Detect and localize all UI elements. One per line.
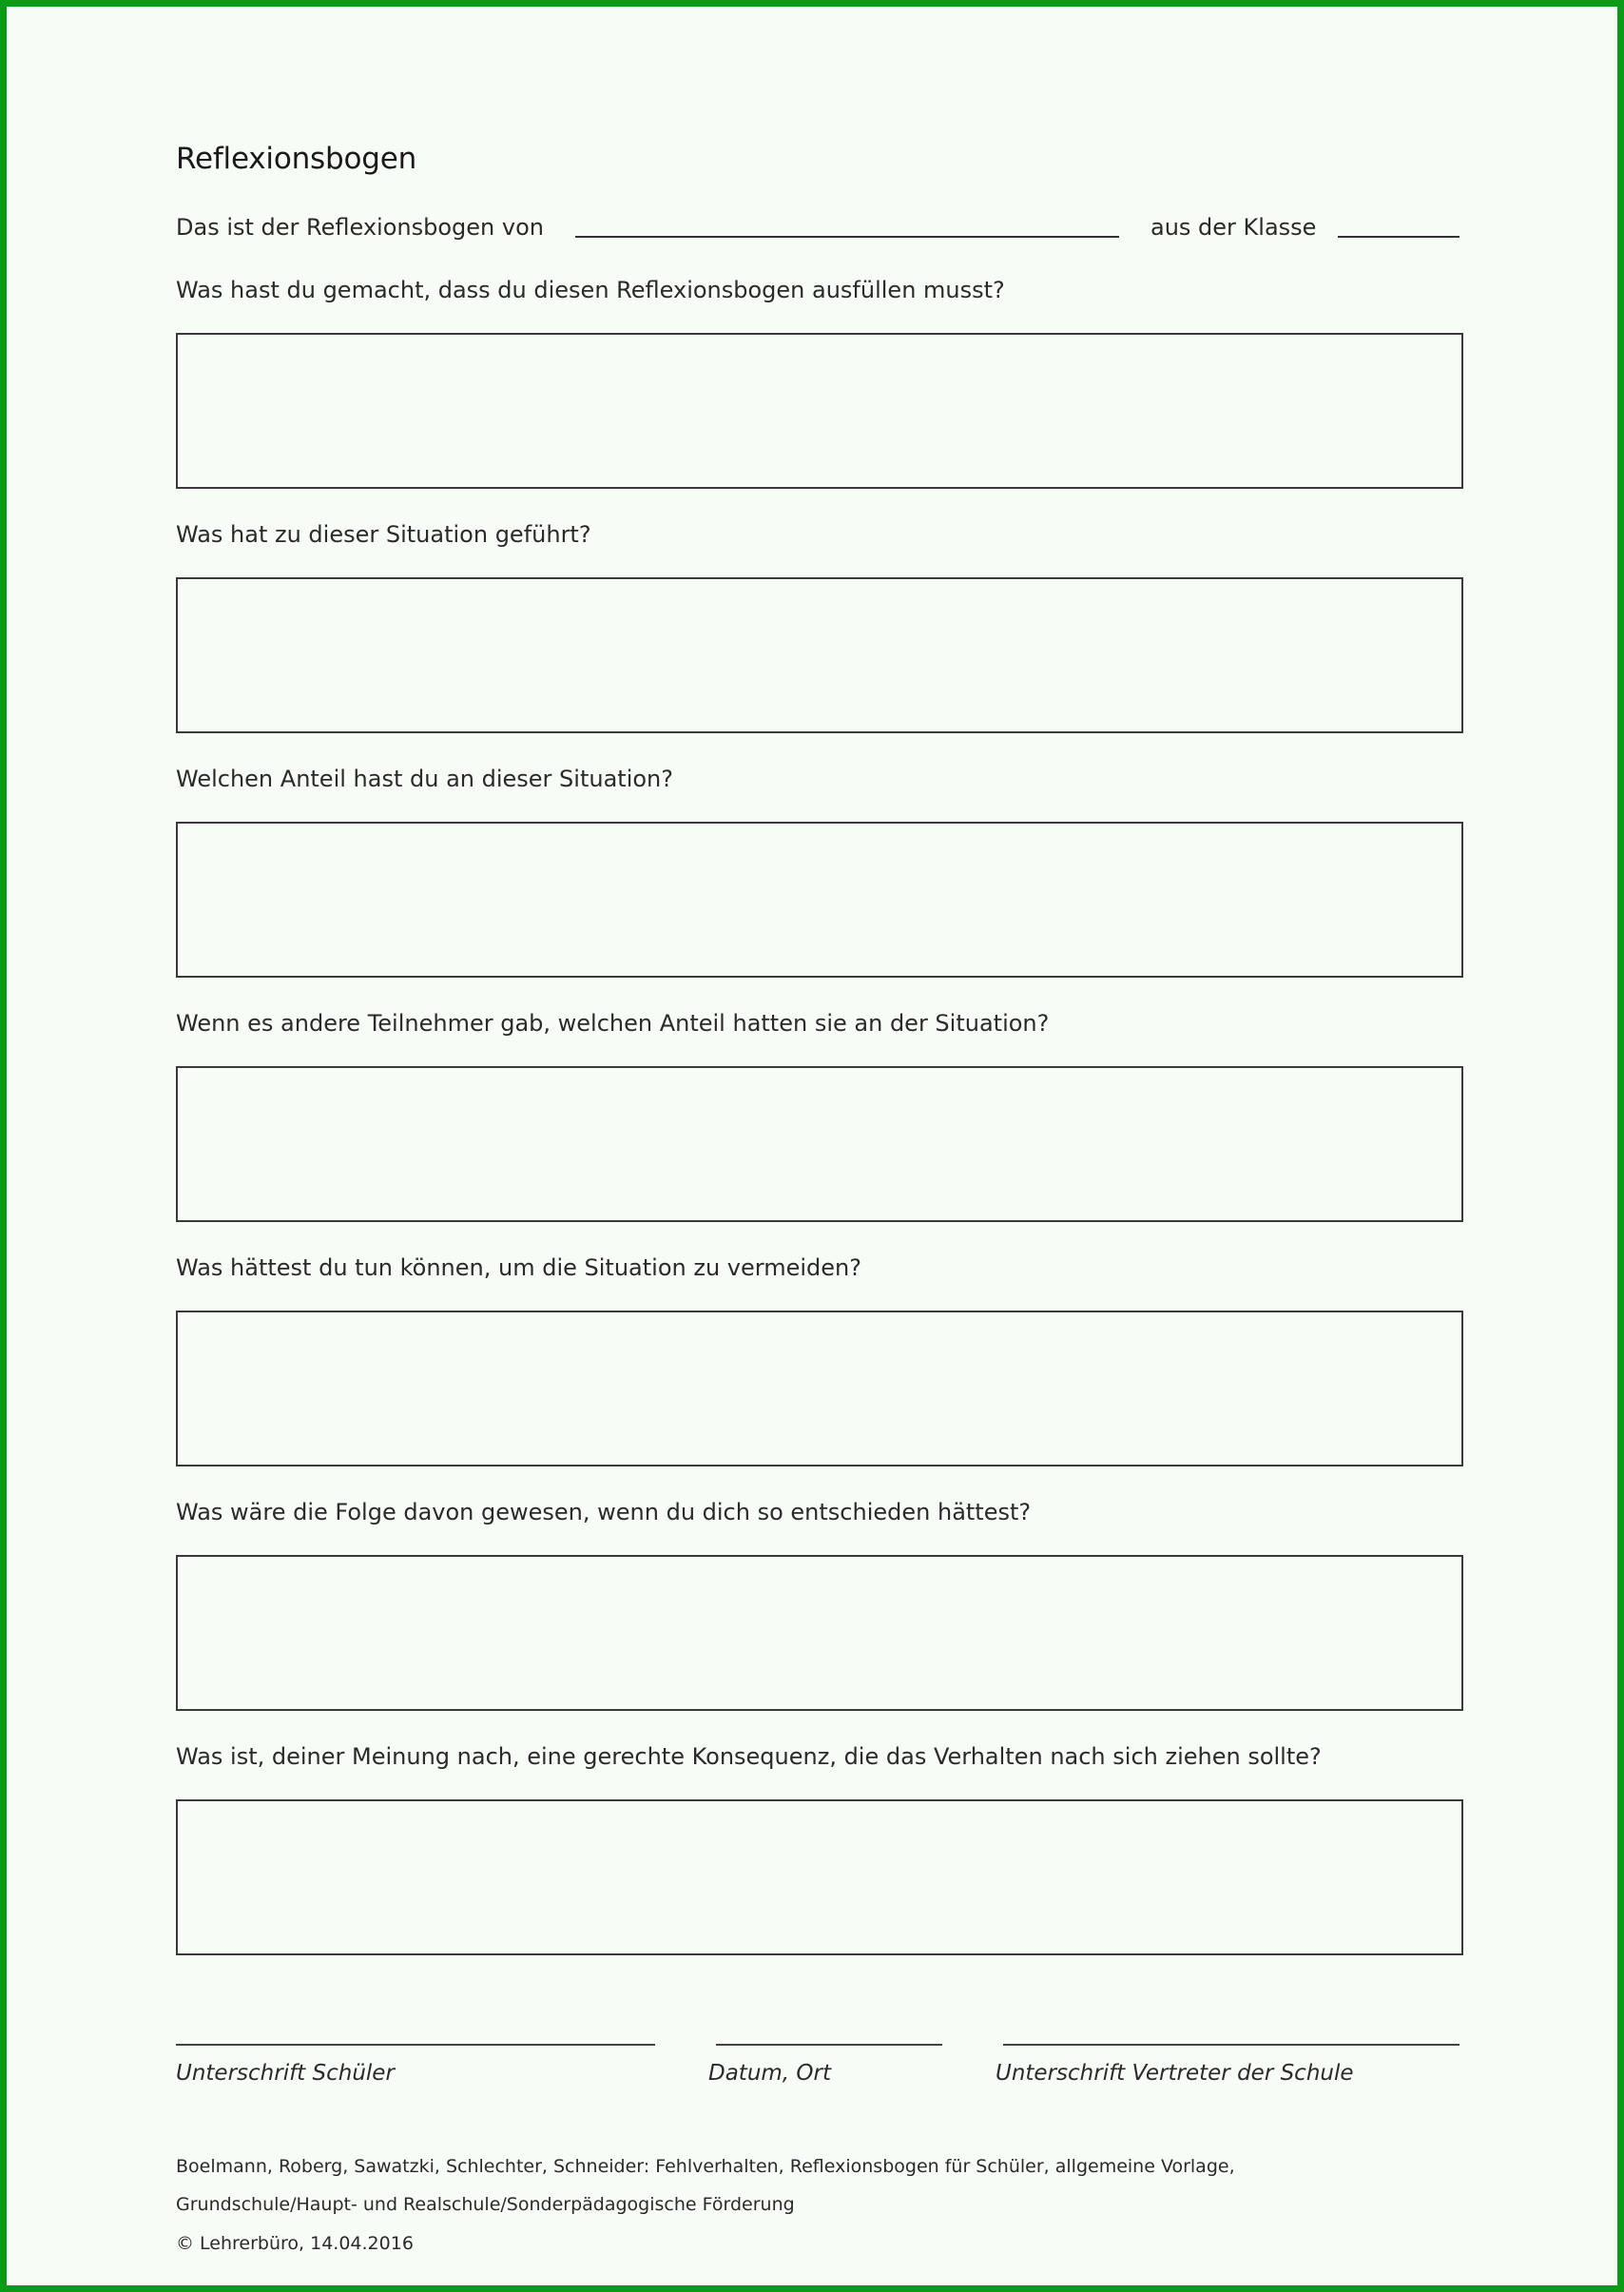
answer-box-2[interactable]: [176, 577, 1463, 733]
student-name-blank[interactable]: [575, 236, 1119, 238]
question-5: Was hättest du tun können, um die Situation zu vermeiden?: [176, 1254, 861, 1281]
school-signature-line[interactable]: [1003, 2044, 1460, 2046]
question-1: Was hast du gemacht, dass du diesen Reflexionsbogen ausfüllen musst?: [176, 277, 1005, 303]
answer-box-1[interactable]: [176, 333, 1463, 489]
answer-box-6[interactable]: [176, 1555, 1463, 1711]
footer-citation-line-1: Boelmann, Roberg, Sawatzki, Schlechter, Schneider: Fehlverhalten, Reflexionsbogen für Schüler, allgemeine Vorlage,: [176, 2156, 1235, 2177]
question-2: Was hat zu dieser Situation geführt?: [176, 521, 591, 548]
footer-copyright: © Lehrerbüro, 14.04.2016: [176, 2233, 414, 2254]
question-3: Welchen Anteil hast du an dieser Situation?: [176, 766, 673, 792]
date-place-line[interactable]: [716, 2044, 942, 2046]
intro-class-label: aus der Klasse: [1150, 214, 1317, 241]
answer-box-4[interactable]: [176, 1066, 1463, 1222]
intro-name-label: Das ist der Reflexionsbogen von: [176, 214, 544, 241]
student-signature-label: Unterschrift Schüler: [176, 2061, 395, 2086]
date-place-label: Datum, Ort: [708, 2061, 832, 2086]
school-signature-label: Unterschrift Vertreter der Schule: [996, 2061, 1354, 2086]
footer-citation-line-2: Grundschule/Haupt- und Realschule/Sonderpädagogische Förderung: [176, 2194, 795, 2215]
answer-box-3[interactable]: [176, 822, 1463, 978]
question-7: Was ist, deiner Meinung nach, eine gerechte Konsequenz, die das Verhalten nach sich ziehen sollte?: [176, 1743, 1322, 1770]
answer-box-7[interactable]: [176, 1799, 1463, 1955]
page-title: Reflexionsbogen: [176, 142, 417, 176]
student-signature-line[interactable]: [176, 2044, 655, 2046]
class-blank[interactable]: [1338, 236, 1460, 238]
question-6: Was wäre die Folge davon gewesen, wenn du dich so entschieden hättest?: [176, 1499, 1032, 1525]
answer-box-5[interactable]: [176, 1311, 1463, 1466]
question-4: Wenn es andere Teilnehmer gab, welchen Anteil hatten sie an der Situation?: [176, 1010, 1050, 1037]
